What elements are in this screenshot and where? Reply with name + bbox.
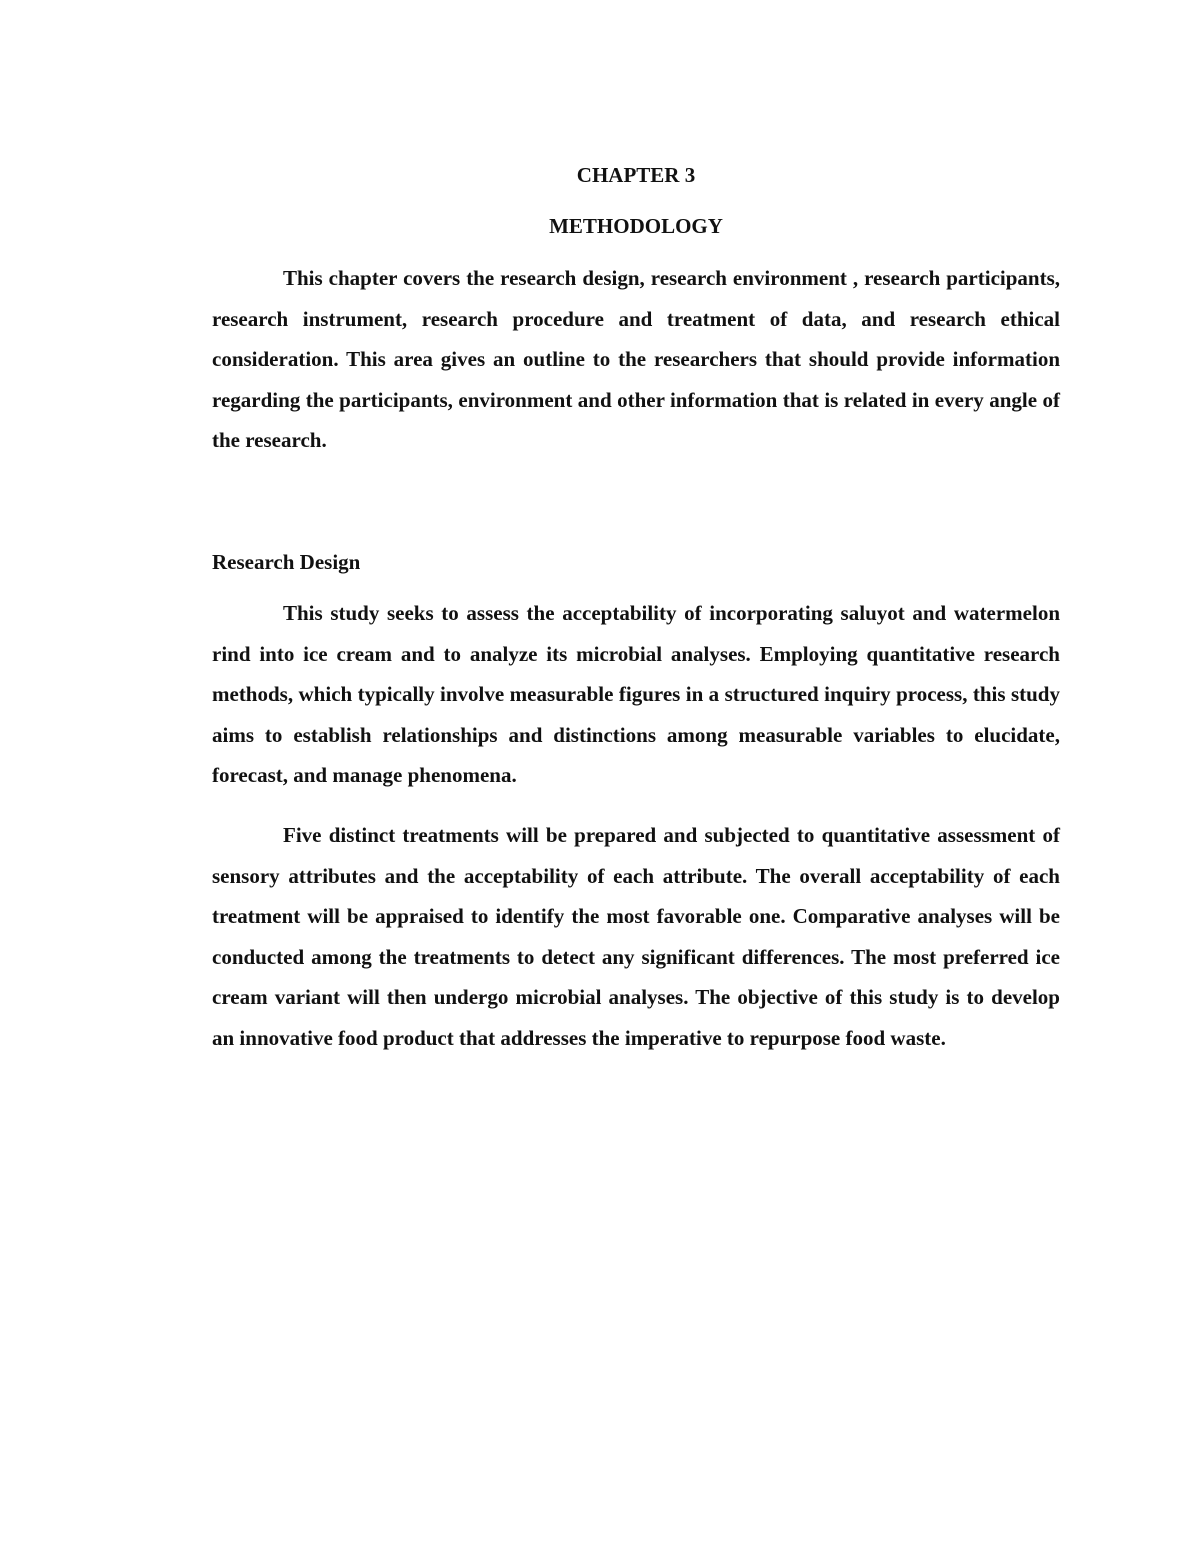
section-heading: Research Design — [212, 549, 361, 574]
chapter-title: METHODOLOGY — [549, 214, 723, 238]
page-content — [212, 158, 1060, 1059]
body-paragraph: This study seeks to assess the acceptability of incorporating saluyot and watermelon rind into ice cream and to analyze its microbial analyses. Employing quantitative research methods, which typically involve measurable figures in a structured inquiry process, this study aims to establish relationships and distinctions among measurable variables to elucidate, forecast, and manage phenomena. — [212, 600, 1060, 788]
body-paragraph: Five distinct treatments will be prepared and subjected to quantitative assessment of sensory attributes and the acceptability of each attribute. The overall acceptability of each treatment will be appraised to identify the most favorable one. Comparative analyses will be conducted among the treatments to detect any significant differences. The most preferred ice cream variant will then undergo microbial analyses. The objective of this study is to develop an innovative food product that addresses the imperative to repurpose food waste. — [212, 822, 1060, 1050]
intro-paragraph: This chapter covers the research design, research environment , research participants, research instrument, research procedure and treatment of data, and research ethical consideration. This area gives an outline to the researchers that should provide information regarding the participants, environment and other information that is related in every angle of the research. — [212, 266, 1060, 453]
chapter-label: CHAPTER 3 — [576, 163, 696, 187]
section-research-design — [212, 545, 1060, 1059]
